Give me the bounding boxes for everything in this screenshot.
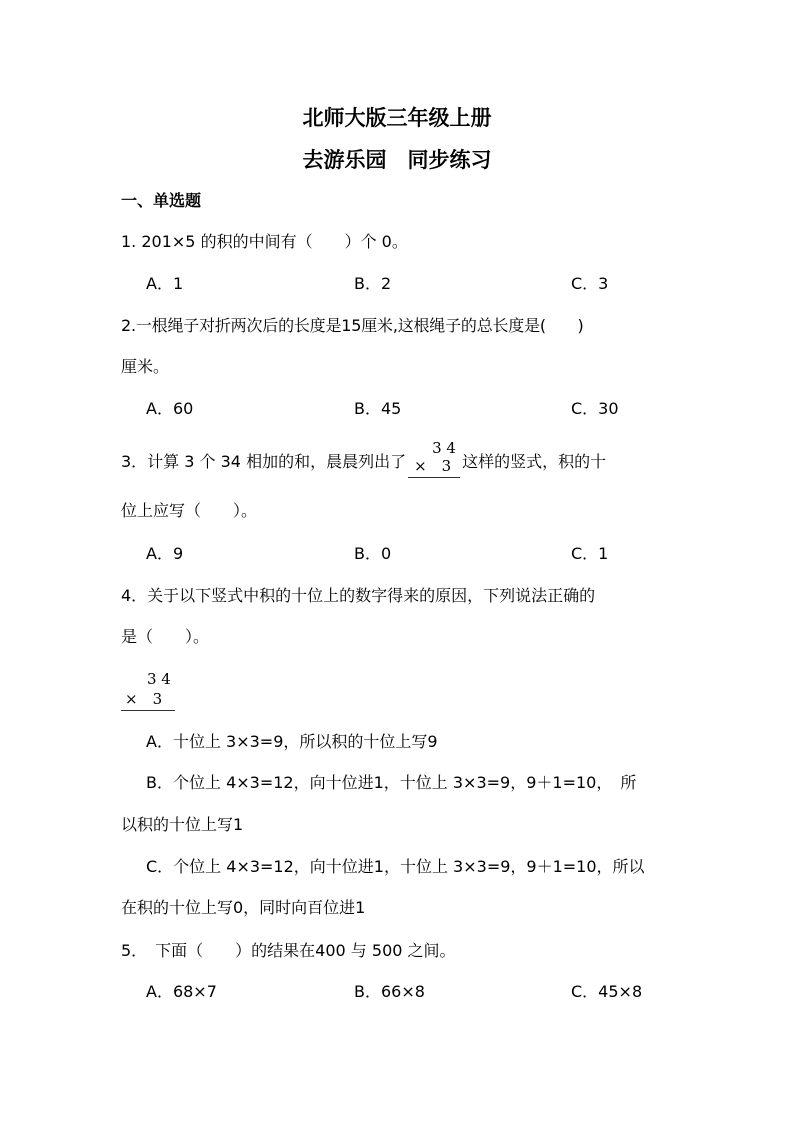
page-title-line2: 去游乐园 同步练习: [302, 148, 492, 172]
question-4-text-line1: 4．关于以下竖式中积的十位上的数字得来的原因，下列说法正确的: [121, 586, 596, 605]
question-4-option-b-line2[interactable]: 以积的十位上写1: [121, 815, 244, 834]
vertical-top-number: 3 4: [147, 670, 171, 688]
vertical-underline: [121, 710, 175, 711]
vertical-top-number: 3 4: [432, 439, 456, 457]
question-4-vertical-calc: [121, 670, 181, 714]
question-2-option-c[interactable]: C．30: [571, 399, 619, 418]
question-3-suffix: 这样的竖式，积的十: [462, 452, 607, 471]
question-3-option-b[interactable]: B．0: [354, 544, 392, 563]
question-1-option-a[interactable]: A．1: [146, 274, 184, 293]
question-3-prefix: 3．计算 3 个 34 相加的和，晨晨列出了: [121, 452, 407, 471]
question-4-text-line2: 是（ ）。: [121, 627, 210, 646]
question-4-option-a[interactable]: A．十位上 3×3=9，所以积的十位上写9: [146, 732, 438, 751]
question-4-option-c-line2[interactable]: 在积的十位上写0，同时向百位进1: [121, 898, 366, 917]
question-4-option-c-line1[interactable]: C．个位上 4×3=12，向十位进1，十位上 3×3=9，9＋1=10，所以: [146, 857, 645, 876]
question-1-text: 1. 201×5 的积的中间有（ ）个 0。: [121, 232, 408, 251]
question-3-text-line2: 位上应写（ ）。: [121, 501, 258, 520]
question-5-option-c[interactable]: C．45×8: [571, 982, 643, 1001]
question-5-text: 5． 下面（ ）的结果在400 与 500 之间。: [121, 941, 456, 960]
question-2-text-line2: 厘米。: [121, 357, 170, 376]
question-3-text-line1: [121, 439, 607, 475]
vertical-bottom-number: × 3: [125, 690, 163, 708]
question-3-vertical-calc: [406, 439, 462, 475]
question-1-option-b[interactable]: B．2: [354, 274, 392, 293]
question-2-option-b[interactable]: B．45: [354, 399, 402, 418]
question-3-option-a[interactable]: A．9: [146, 544, 184, 563]
question-2-option-a[interactable]: A．60: [146, 399, 194, 418]
vertical-underline: [408, 477, 460, 478]
question-1-option-c[interactable]: C．3: [571, 274, 609, 293]
question-5-option-a[interactable]: A．68×7: [146, 982, 217, 1001]
vertical-bottom-number: × 3: [414, 457, 452, 475]
question-2-text-line1: 2.一根绳子对折两次后的长度是15厘米,这根绳子的总长度是( ): [121, 316, 584, 335]
question-5-option-b[interactable]: B．66×8: [354, 982, 425, 1001]
page-title-line1: 北师大版三年级上册: [302, 106, 492, 130]
section-heading: 一、单选题: [121, 191, 202, 210]
question-4-option-b-line1[interactable]: B．个位上 4×3=12，向十位进1，十位上 3×3=9，9＋1=10， 所: [146, 773, 637, 792]
question-3-option-c[interactable]: C．1: [571, 544, 609, 563]
